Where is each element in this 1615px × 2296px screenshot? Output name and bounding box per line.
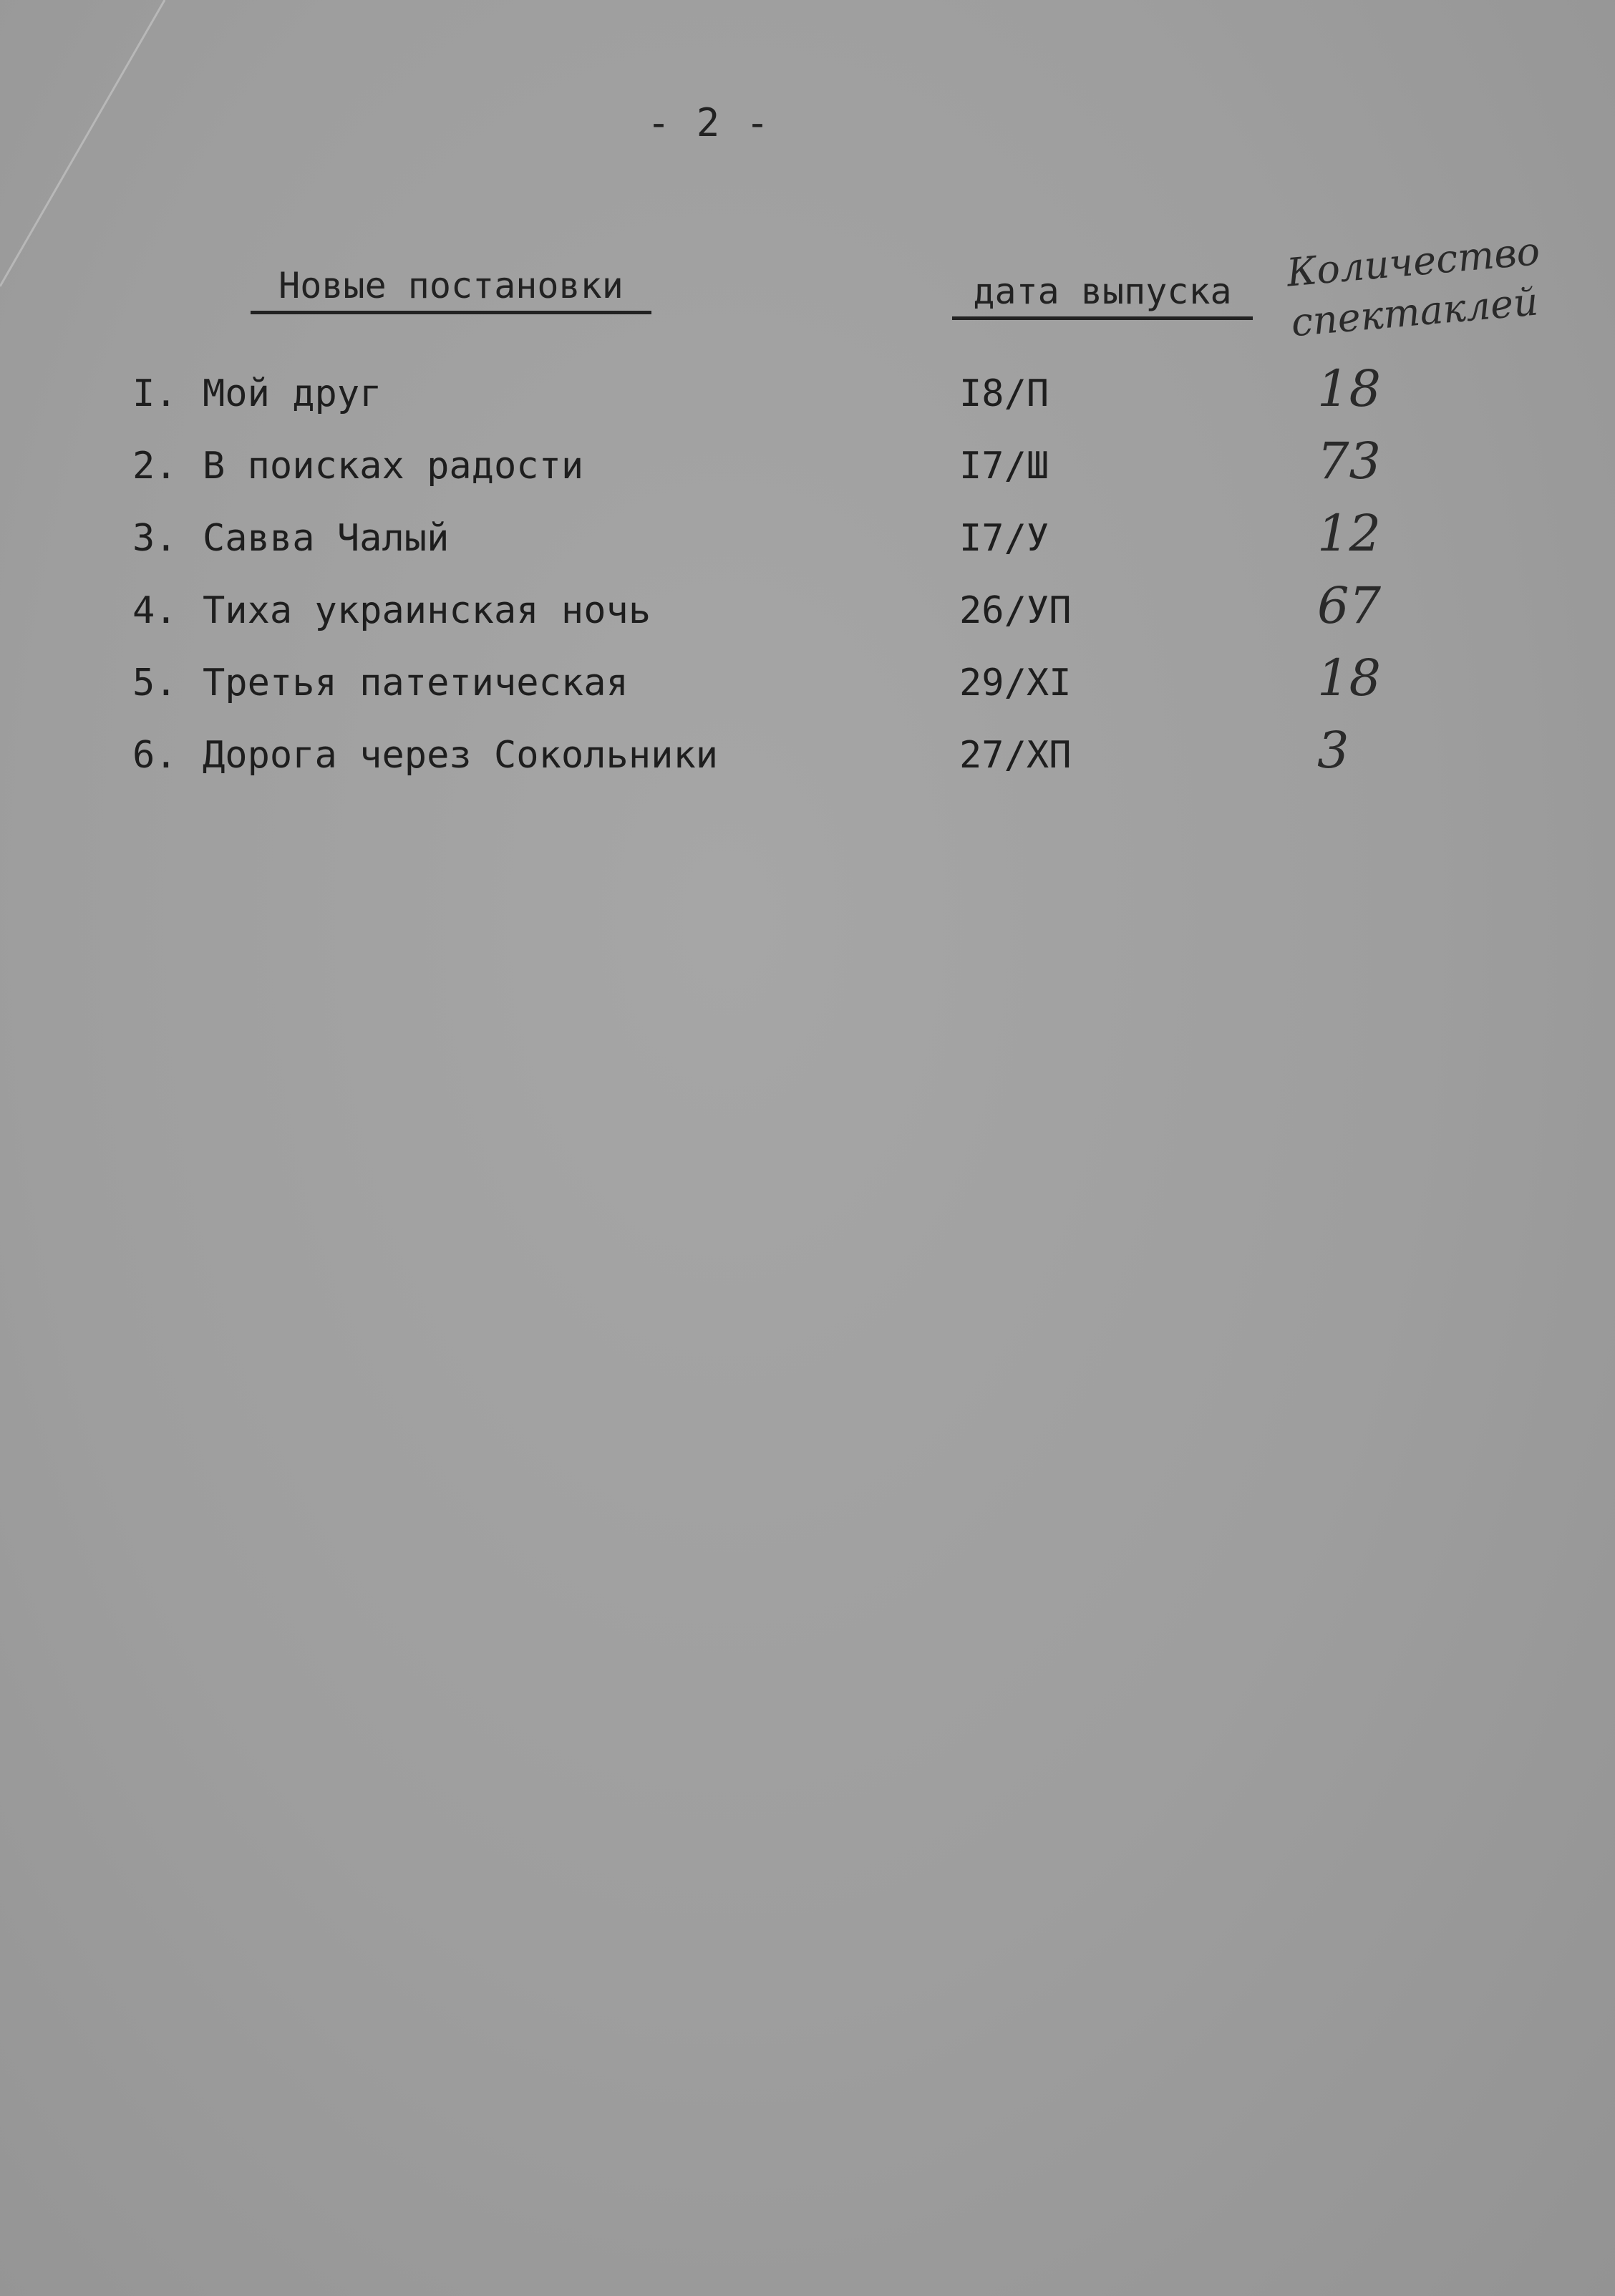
performance-count: 73 [1317,432,1382,490]
production-title: В поисках радости [203,445,584,488]
row-number: 4. [132,589,178,632]
performance-count: 18 [1317,649,1382,707]
row-number: I. [132,372,178,415]
release-date: I8/П [959,372,1049,415]
release-date: I7/У [959,517,1049,560]
release-date: 27/XП [959,734,1072,777]
row-number: 5. [132,662,178,704]
production-title: Савва Чалый [203,517,450,560]
release-date: I7/Ш [959,445,1049,488]
count-header-line-1: Количество [1284,228,1542,296]
release-date: 29/XI [959,662,1072,704]
table-row [0,721,1615,805]
table-row [0,649,1615,733]
production-title: Тиха украинская ночь [203,589,651,632]
performance-count: 18 [1317,359,1382,418]
count-header-line-2: спектаклей [1289,278,1541,346]
production-title: Дорога через Сокольники [203,734,719,777]
page-number: - 2 - [646,100,771,145]
production-title: Третья патетическая [203,662,629,704]
performance-count: 3 [1317,721,1349,780]
performance-count: 67 [1317,576,1382,635]
column-header-count-handwritten [1285,225,1565,349]
row-number: 2. [132,445,178,488]
row-number: 6. [132,734,178,777]
performance-count: 12 [1317,504,1382,563]
row-number: 3. [132,517,178,560]
production-title: Мой друг [203,372,382,415]
release-date: 26/УП [959,589,1072,632]
paper-fold-line [0,0,172,301]
column-header-title: Новые постановки [251,265,651,314]
column-header-date: дата выпуска [952,271,1253,320]
